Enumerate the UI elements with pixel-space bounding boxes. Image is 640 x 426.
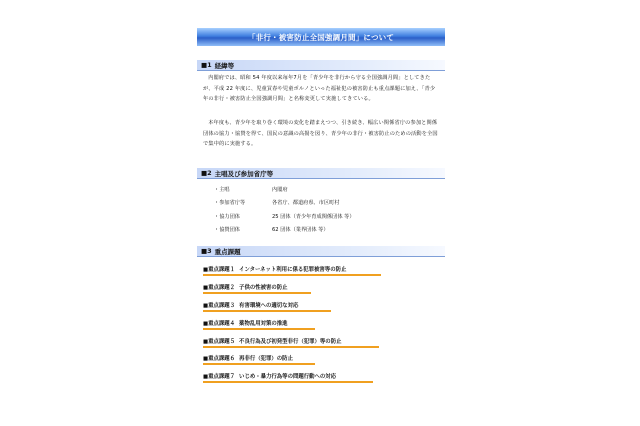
page-title: 「非行・被害防止全国強調月間」について [197, 28, 445, 46]
list-value: 25 団体（青少年育成関係団体 等） [272, 213, 355, 220]
priority-text: 再非行（犯罪）の防止 [239, 356, 293, 362]
priority-label: ■重点課題３ [203, 303, 236, 309]
list-value: 62 団体（業界団体 等） [272, 227, 329, 234]
priority-text: 不良行為及び初発型非行（犯罪）等の防止 [239, 339, 342, 345]
section-heading: 経緯等 [214, 61, 235, 70]
list-item [214, 184, 434, 197]
section-heading: 主唱及び参加省庁等 [214, 169, 274, 178]
priority-label: ■重点課題７ [203, 374, 236, 380]
document-page [197, 0, 445, 426]
priority-text: インターネット利用に係る犯罪被害等の防止 [239, 267, 347, 273]
priority-text: いじめ・暴力行為等の問題行動への対応 [239, 374, 337, 380]
participants-list [214, 184, 434, 238]
priority-item-1 [203, 264, 381, 276]
section-number: ■3 [201, 247, 212, 255]
priority-item-5 [203, 336, 379, 348]
list-key: ・参加省庁等 [214, 200, 246, 207]
section-header-2 [197, 168, 445, 179]
section-1-paragraph-1: 内閣府では、昭和 54 年度以来毎年7月を「青少年を非行から守る全国強調月間」としてきたが、平成 22 年度に、児童買春や児童ポルノといった福祉犯の被害防止も重点課題に加え、「青少年の非行・被害防止全国強調月間」と名称変更して実施してきている。 [203, 75, 436, 103]
list-item [214, 197, 434, 210]
priority-label: ■重点課題２ [203, 285, 236, 291]
section-1-paragraph-2: 本年度も、青少年を取り巻く環境の変化を踏まえつつ、引き続き、幅広い関係省庁の参加と関係団体の協力・協賛を得て、国民の意識の高揚を図り、青少年の非行・被害防止のための活動を全国で集中的に実施する。 [203, 120, 438, 148]
list-key: ・協力団体 [214, 213, 240, 220]
priority-label: ■重点課題４ [203, 321, 236, 327]
priority-text: 有害環境への適切な対応 [239, 303, 299, 309]
priority-item-6 [203, 353, 315, 365]
list-key: ・主唱 [214, 187, 230, 193]
priority-text: 薬物乱用対策の推進 [239, 321, 288, 327]
priority-label: ■重点課題５ [203, 339, 236, 345]
section-number: ■1 [201, 61, 212, 69]
priority-item-3 [203, 300, 331, 312]
list-value: 内閣府 [272, 187, 288, 193]
priority-item-7 [203, 371, 373, 383]
priority-label: ■重点課題１ [203, 267, 236, 273]
list-key: ・協賛団体 [214, 227, 240, 234]
priority-item-4 [203, 318, 315, 330]
list-item [214, 211, 434, 224]
list-item [214, 224, 434, 237]
section-number: ■2 [201, 169, 212, 177]
list-value: 各省庁、都道府県、市区町村 [272, 200, 340, 207]
priority-item-2 [203, 282, 311, 294]
section-header-1 [197, 60, 445, 71]
priority-text: 子供の性被害の防止 [239, 285, 288, 291]
priority-label: ■重点課題６ [203, 356, 236, 362]
section-header-3 [197, 246, 445, 257]
section-heading: 重点課題 [214, 247, 241, 256]
